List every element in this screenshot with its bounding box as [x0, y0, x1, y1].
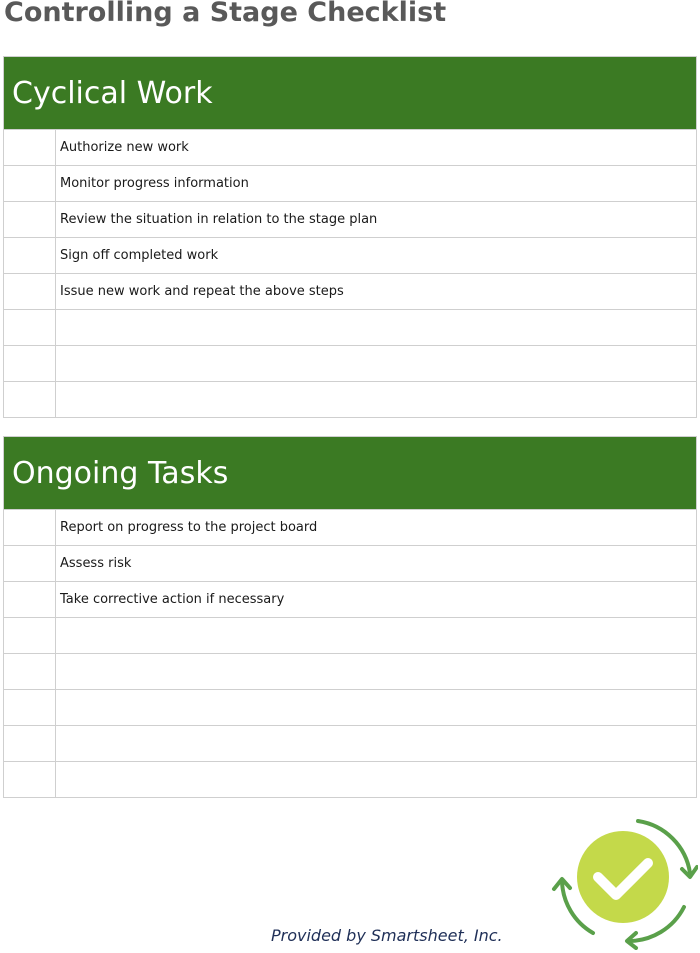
- checkbox-cell[interactable]: [4, 762, 56, 798]
- checkbox-cell[interactable]: [4, 510, 56, 546]
- task-cell[interactable]: Authorize new work: [56, 130, 697, 166]
- section-heading: Cyclical Work: [3, 56, 697, 129]
- section-ongoing-tasks: [3, 436, 697, 798]
- checkbox-cell[interactable]: [4, 274, 56, 310]
- checklist-table: [3, 129, 697, 418]
- checkbox-cell[interactable]: [4, 546, 56, 582]
- table-row: [4, 382, 697, 418]
- check-cycle-logo-icon: [548, 815, 698, 950]
- checkbox-cell[interactable]: [4, 382, 56, 418]
- task-cell[interactable]: [56, 762, 697, 798]
- footer-credit: Provided by Smartsheet, Inc.: [271, 926, 503, 945]
- checkbox-cell[interactable]: [4, 310, 56, 346]
- page-title: Controlling a Stage Checklist: [4, 0, 447, 28]
- checkbox-cell[interactable]: [4, 238, 56, 274]
- task-cell[interactable]: Report on progress to the project board: [56, 510, 697, 546]
- table-row: [4, 166, 697, 202]
- table-row: [4, 690, 697, 726]
- task-cell[interactable]: [56, 690, 697, 726]
- checkbox-cell[interactable]: [4, 582, 56, 618]
- checkbox-cell[interactable]: [4, 202, 56, 238]
- task-cell[interactable]: Take corrective action if necessary: [56, 582, 697, 618]
- task-cell[interactable]: Issue new work and repeat the above steps: [56, 274, 697, 310]
- task-cell[interactable]: Review the situation in relation to the stage plan: [56, 202, 697, 238]
- table-row: [4, 130, 697, 166]
- checkbox-cell[interactable]: [4, 166, 56, 202]
- checkbox-cell[interactable]: [4, 618, 56, 654]
- task-cell[interactable]: [56, 346, 697, 382]
- task-cell[interactable]: [56, 310, 697, 346]
- checkbox-cell[interactable]: [4, 346, 56, 382]
- task-cell[interactable]: [56, 382, 697, 418]
- checkbox-cell[interactable]: [4, 654, 56, 690]
- logo-circle: [577, 831, 669, 923]
- table-row: [4, 654, 697, 690]
- task-cell[interactable]: [56, 726, 697, 762]
- table-row: [4, 346, 697, 382]
- task-cell[interactable]: Assess risk: [56, 546, 697, 582]
- task-cell[interactable]: Sign off completed work: [56, 238, 697, 274]
- task-cell[interactable]: Monitor progress information: [56, 166, 697, 202]
- table-row: [4, 762, 697, 798]
- task-cell[interactable]: [56, 654, 697, 690]
- table-row: [4, 618, 697, 654]
- checkbox-cell[interactable]: [4, 130, 56, 166]
- table-row: [4, 202, 697, 238]
- table-row: [4, 726, 697, 762]
- task-cell[interactable]: [56, 618, 697, 654]
- table-row: [4, 238, 697, 274]
- checkbox-cell[interactable]: [4, 726, 56, 762]
- section-heading: Ongoing Tasks: [3, 436, 697, 509]
- table-row: [4, 582, 697, 618]
- table-row: [4, 510, 697, 546]
- section-cyclical-work: [3, 56, 697, 418]
- checklist-table: [3, 509, 697, 798]
- checkbox-cell[interactable]: [4, 690, 56, 726]
- table-row: [4, 274, 697, 310]
- table-row: [4, 546, 697, 582]
- table-row: [4, 310, 697, 346]
